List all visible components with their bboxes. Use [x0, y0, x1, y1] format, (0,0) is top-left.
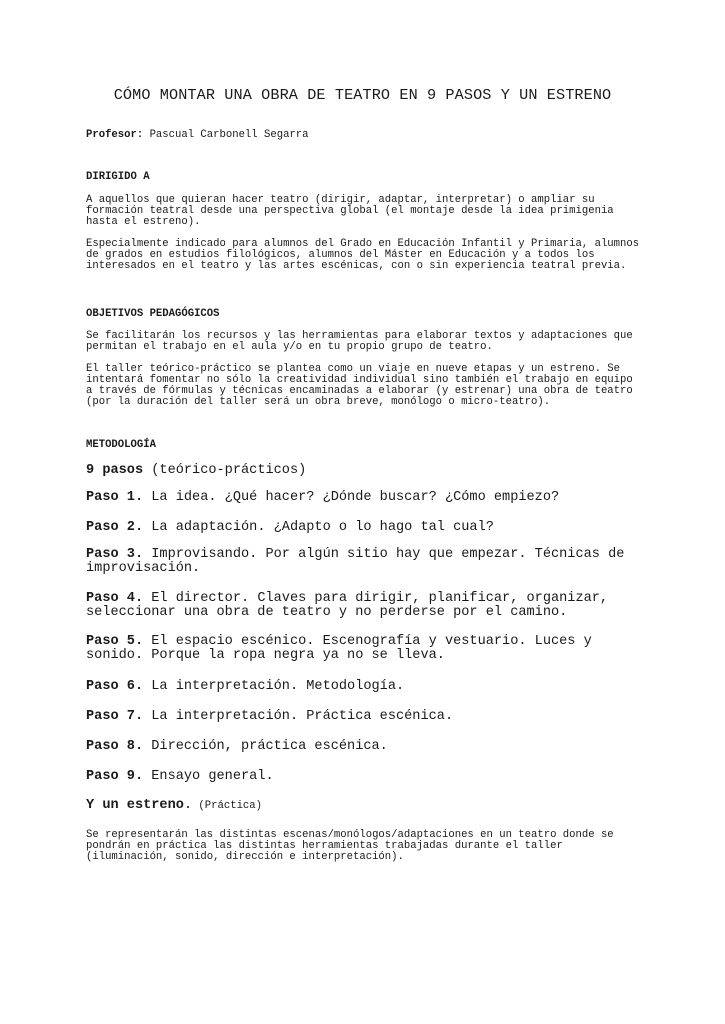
pasos-intro-rest: (teórico-prácticos) — [143, 463, 307, 478]
paso-label: Paso 8. — [86, 739, 144, 754]
paso-item — [86, 710, 645, 724]
paso-item — [86, 740, 645, 754]
paso-item — [86, 635, 645, 663]
profesor-label: Profesor: — [86, 129, 144, 141]
estreno-line — [86, 799, 645, 813]
paso-label: Paso 1. — [86, 490, 144, 505]
paso-label: Paso 9. — [86, 769, 144, 784]
paso-item — [86, 491, 645, 505]
dirigido-paragraph-2: Especialmente indicado para alumnos del Grado en Educación Infantil y Primaria, alumnos de grados en estudios filológicos, alumnos del Máster en Educación y a todos los interesados en el teatro y las artes escénicas, con o sin experiencia teatral previa. — [86, 238, 640, 272]
paso-item — [86, 548, 645, 576]
paso-label: Paso 4. — [86, 591, 144, 606]
profesor-line — [86, 130, 645, 141]
paso-text: Dirección, práctica escénica. — [143, 739, 388, 754]
estreno-dot: . — [183, 798, 193, 813]
paso-text: La idea. ¿Qué hacer? ¿Dónde buscar? ¿Cómo empiezo? — [143, 490, 560, 505]
paso-text: Improvisando. Por algún sitio hay que empezar. Técnicas de improvisación. — [86, 547, 625, 576]
dirigido-paragraph-1: A aquellos que quieran hacer teatro (dirigir, adaptar, interpretar) o ampliar su formación teatral desde una perspectiva global (el montaje desde la idea primigenia hasta el estreno). — [86, 194, 614, 228]
paso-item — [86, 680, 645, 694]
paso-label: Paso 7. — [86, 709, 144, 724]
paso-item — [86, 770, 645, 784]
objetivos-paragraph-1: Se facilitarán los recursos y las herramientas para elaborar textos y adaptaciones que permitan el trabajo en el aula y/o en tu propio grupo de teatro. — [86, 330, 633, 353]
paso-label: Paso 2. — [86, 520, 144, 535]
paso-text: La adaptación. ¿Adapto o lo hago tal cual? — [143, 520, 494, 535]
estreno-practica: (Práctica) — [192, 800, 263, 812]
paso-label: Paso 5. — [86, 634, 144, 649]
final-paragraph: Se representarán las distintas escenas/monólogos/adaptaciones en un teatro donde se pondrán en práctica las distintas herramientas trabajadas durante el taller (iluminación, sonido, dirección e interpretación). — [86, 829, 614, 863]
paso-label: Paso 6. — [86, 679, 144, 694]
objetivos-paragraph-2: El taller teórico-práctico se plantea como un viaje en nueve etapas y un estreno. Se intentará fomentar no sólo la creatividad individual sino también el trabajo en equipo a través de fórmulas y técnicas encaminadas a elaborar (y estrenar) una obra de teatro (por la duración del taller será un obra breve, monólogo o micro-teatro). — [86, 363, 633, 408]
pasos-intro — [86, 464, 645, 478]
profesor-name: Pascual Carbonell Segarra — [143, 129, 309, 141]
metodologia-heading: METODOLOGÍA — [86, 439, 156, 451]
paso-text: El espacio escénico. Escenografía y vestuario. Luces y sonido. Porque la ropa negra ya no se lleva. — [86, 634, 592, 663]
paso-text: El director. Claves para dirigir, planificar, organizar, seleccionar una obra de teatro y no perderse por el camino. — [86, 591, 609, 620]
pasos-intro-bold: 9 pasos — [86, 463, 144, 478]
paso-item — [86, 521, 645, 535]
paso-text: La interpretación. Metodología. — [143, 679, 405, 694]
paso-label: Paso 3. — [86, 547, 144, 562]
paso-text: La interpretación. Práctica escénica. — [143, 709, 454, 724]
estreno-bold: Y un estreno — [86, 798, 184, 813]
paso-item — [86, 592, 645, 620]
page-title: CÓMO MONTAR UNA OBRA DE TEATRO EN 9 PASOS Y UN ESTRENO — [113, 86, 612, 104]
paso-text: Ensayo general. — [143, 769, 274, 784]
objetivos-heading: OBJETIVOS PEDAGÓGICOS — [86, 308, 220, 320]
dirigido-heading: DIRIGIDO A — [86, 171, 150, 183]
